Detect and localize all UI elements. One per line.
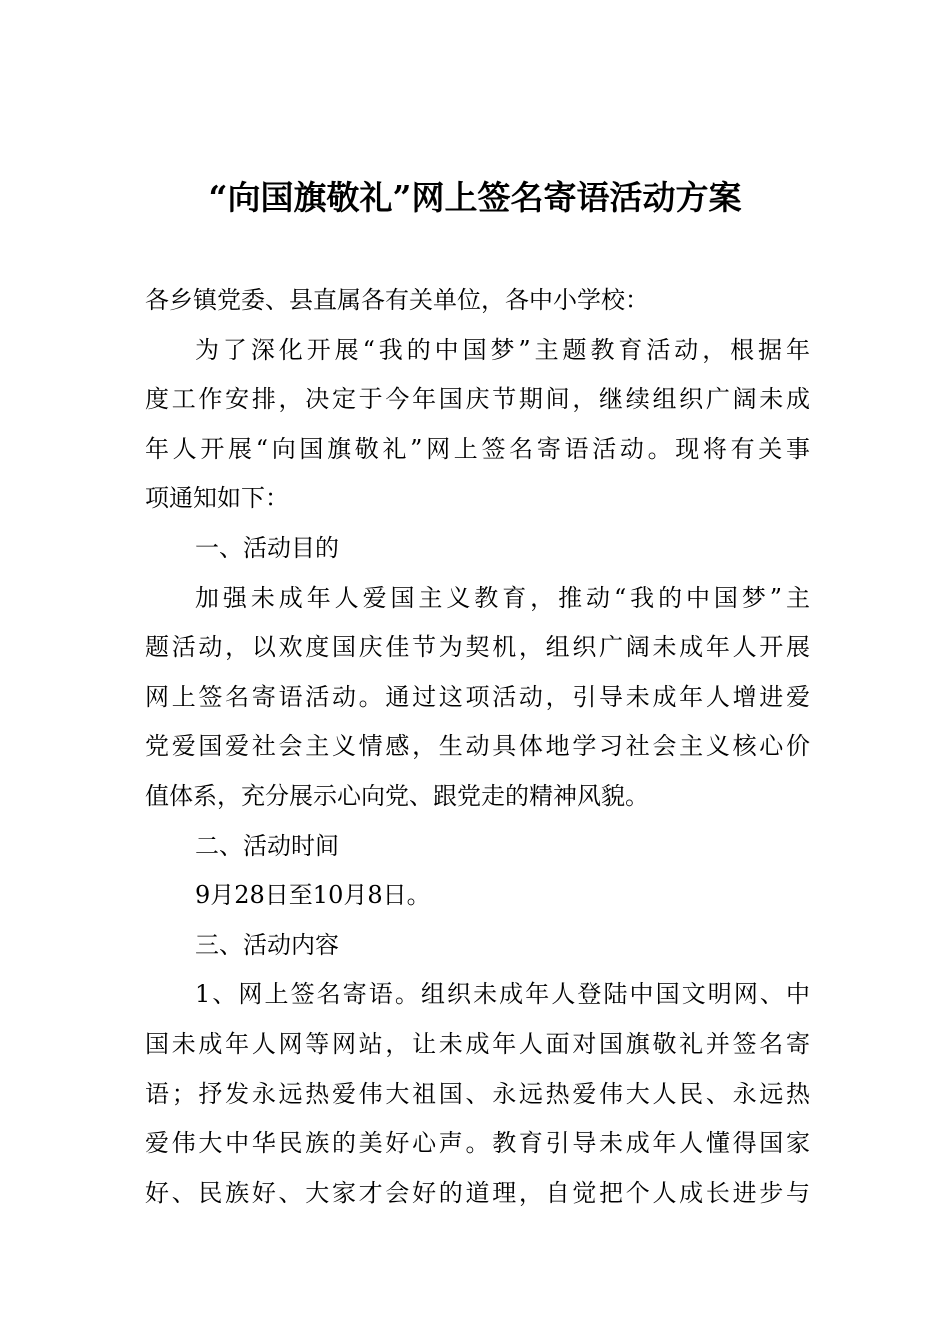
paragraph-line: 网上签名寄语活动。通过这项活动，引导未成年人增进爱 bbox=[145, 682, 810, 711]
document-body bbox=[145, 276, 810, 1218]
paragraph-line: 为了深化开展“我的中国梦”主题教育活动，根据年 bbox=[195, 335, 810, 364]
salutation-line: 各乡镇党委、县直属各有关单位，各中小学校： bbox=[145, 286, 649, 314]
paragraph-line: 9月28日至10月8日。 bbox=[195, 881, 431, 910]
paragraph-line: 加强未成年人爱国主义教育，推动“我的中国梦”主 bbox=[195, 583, 810, 612]
paragraph-line: 语；抒发永远热爱伟大祖国、永远热爱伟大人民、永远热 bbox=[145, 1079, 810, 1108]
paragraph-line: 国未成年人网等网站，让未成年人面对国旗敬礼并签名寄 bbox=[145, 1029, 810, 1058]
section-heading: 二、活动时间 bbox=[195, 831, 339, 860]
paragraph-line: 项通知如下： bbox=[145, 484, 289, 513]
paragraph-line: 年人开展“向国旗敬礼”网上签名寄语活动。现将有关事 bbox=[145, 434, 810, 463]
document-title: “向国旗敬礼”网上签名寄语活动方案 bbox=[208, 178, 742, 217]
section-heading: 一、活动目的 bbox=[195, 533, 339, 562]
paragraph-line: 1、网上签名寄语。组织未成年人登陆中国文明网、中 bbox=[195, 980, 810, 1009]
paragraph-line: 好、民族好、大家才会好的道理，自觉把个人成长进步与 bbox=[145, 1178, 810, 1207]
section-heading: 三、活动内容 bbox=[195, 930, 339, 959]
paragraph-line: 党爱国爱社会主义情感，生动具体地学习社会主义核心价 bbox=[145, 732, 810, 761]
paragraph-line: 值体系，充分展示心向党、跟党走的精神风貌。 bbox=[145, 781, 649, 810]
paragraph-line: 爱伟大中华民族的美好心声。教育引导未成年人懂得国家 bbox=[145, 1129, 810, 1158]
paragraph-line: 度工作安排，决定于今年国庆节期间，继续组织广阔未成 bbox=[145, 385, 810, 414]
paragraph-line: 题活动，以欢度国庆佳节为契机，组织广阔未成年人开展 bbox=[145, 633, 810, 662]
